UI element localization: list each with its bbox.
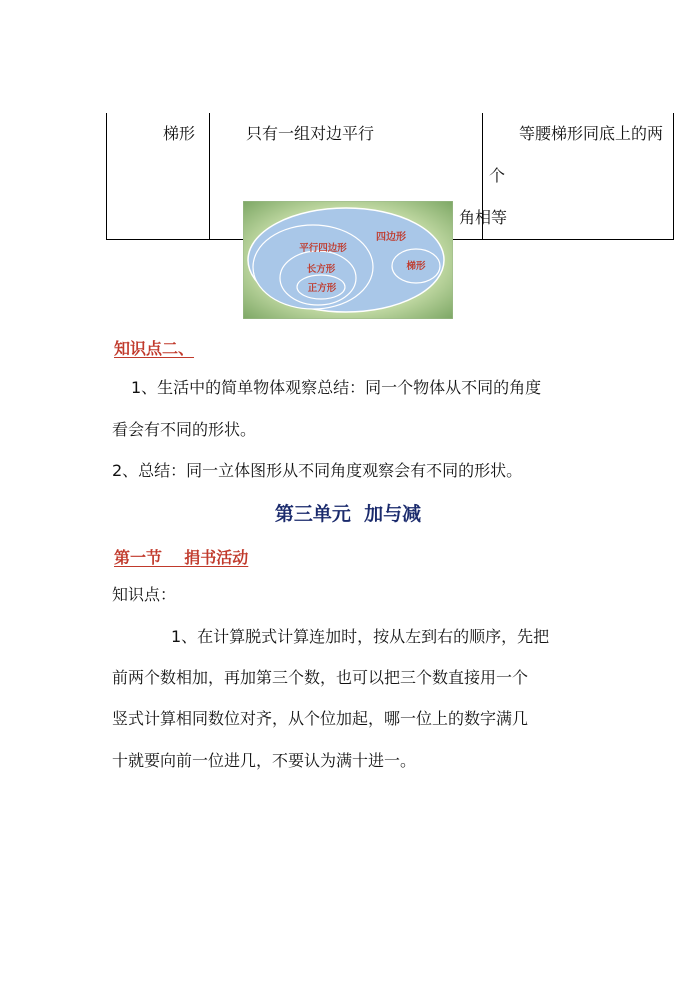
shape-note-line1: 等腰梯形同底上的两个 bbox=[489, 124, 664, 185]
rectangle-label: 长方形 bbox=[306, 264, 336, 275]
shape-note-line2: 角相等 bbox=[459, 208, 508, 227]
knowledge-2-paragraph-1-line-2: 看会有不同的形状。 bbox=[112, 420, 257, 439]
shape-name-cell: 梯形 bbox=[107, 113, 210, 240]
quadrilateral-venn-diagram bbox=[243, 201, 453, 319]
section-1-heading: 第一节 捐书活动 bbox=[114, 548, 249, 567]
unit-3-title: 第三单元 加与减 bbox=[274, 503, 422, 525]
shape-property-cell: 只有一组对边平行 bbox=[210, 113, 483, 240]
knowledge-point-2-heading: 知识点二、 bbox=[114, 339, 195, 358]
knowledge-2-paragraph-1-line-1: 1、生活中的简单物体观察总结：同一个物体从不同的角度 bbox=[131, 378, 542, 397]
unit-3-line-4: 十就要向前一位进几，不要认为满十进一。 bbox=[112, 751, 417, 770]
knowledge-2-paragraph-2: 2、总结：同一立体图形从不同角度观察会有不同的形状。 bbox=[112, 461, 523, 480]
trapezoid-label: 梯形 bbox=[406, 261, 426, 272]
unit-3-line-3: 竖式计算相同数位对齐，从个位加起，哪一位上的数字满几 bbox=[112, 709, 529, 728]
shape-note-cell bbox=[459, 113, 674, 240]
square-label: 正方形 bbox=[307, 283, 337, 294]
quadrilateral-label: 四边形 bbox=[376, 232, 406, 243]
unit-3-line-1: 1、在计算脱式计算连加时，按从左到右的顺序，先把 bbox=[171, 627, 550, 646]
unit-3-line-2: 前两个数相加，再加第三个数，也可以把三个数直接用一个 bbox=[112, 668, 529, 687]
knowledge-label: 知识点： bbox=[112, 585, 177, 604]
parallelogram-label: 平行四边形 bbox=[299, 243, 347, 254]
